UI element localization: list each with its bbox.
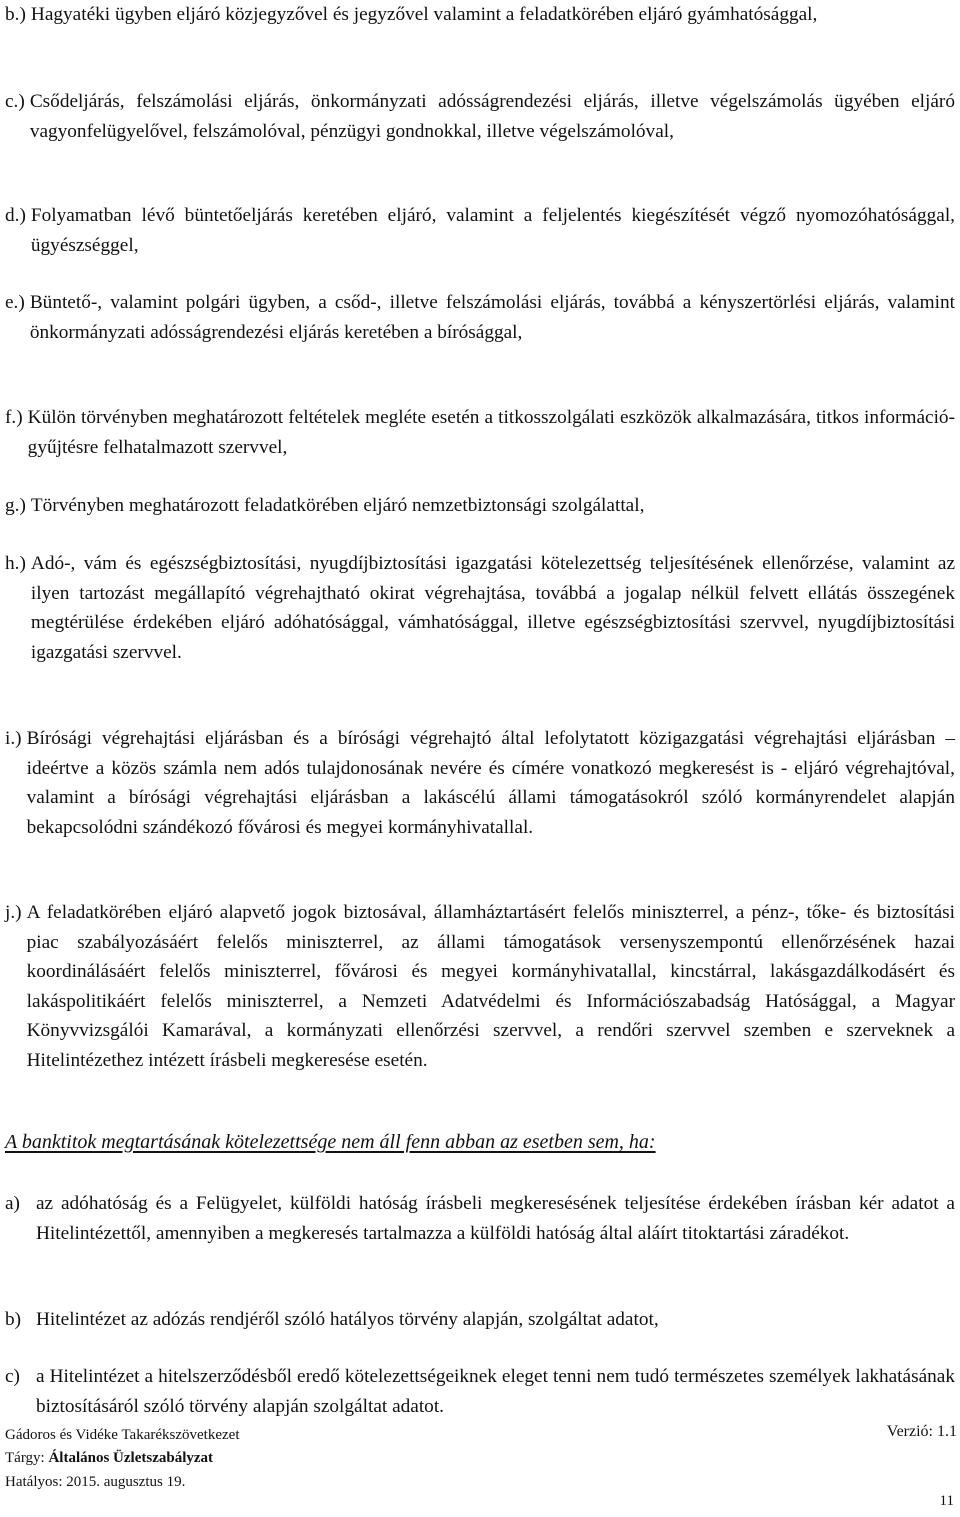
footer-effective-date: Hatályos: 2015. augusztus 19. [5, 1474, 186, 1490]
list-marker: i.) [5, 728, 22, 749]
list-item-text: Büntető-, valamint polgári ügyben, a csőd-, illetve felszámolási eljárás, továbbá a kényszertörlési eljárás, valamint önkormányzati adósságrendezési eljárás keretében a bírósággal, [29, 292, 955, 343]
section-heading: A banktitok megtartásának kötelezettsége nem áll fenn abban az esetben sem, ha: [5, 1131, 656, 1153]
list-item-text: Hitelintézet az adózás rendjéről szóló hatályos törvény alapján, szolgáltat adatot, [36, 1309, 659, 1330]
list-item-text: Adó-, vám és egészségbiztosítási, nyugdíjbiztosítási igazgatási kötelezettség teljesítésének ellenőrzése, valamint az ilyen tartozást megállapító végrehajtható okirat végrehajtása, továbbá a jogalap nélkül felvett ellátás összegének megtérülése érdekében eljáró adóhatósággal, vámhatósággal, illetve egészségbiztosítási szervvel, nyugdíjbiztosítási igazgatási szervvel. [30, 553, 955, 663]
footer-subject [5, 1448, 213, 1469]
footer-subject-value: Általános Üzletszabályzat [48, 1450, 214, 1466]
list-item-h [5, 549, 955, 667]
list-marker: j.) [5, 902, 22, 923]
list-marker: g.) [5, 495, 26, 516]
list-item-g [5, 491, 955, 521]
footer-version: Verzió: 1.1 [886, 1423, 957, 1440]
list-item-text: A feladatkörében eljáró alapvető jogok biztosával, államháztartásért felelős miniszterrel, a pénz-, tőke- és biztosítási piac szabályozásáért felelős miniszterrel, az állami támogatások versenyszempontú ellenőrzésének hazai koordinálásáért felelős miniszterrel, fővárosi és megyei kormányhivatallal, kincstárral, lakásgazdálkodásért és lakáspolitikáért felelős miniszterrel, a Nemzeti Adatvédelmi és Információszabadság Hatósággal, a Magyar Könyvvizsgálói Kamarával, a kormányzati ellenőrzési szervvel, a rendőri szervvel szemben e szerveknek a Hitelintézethez intézett írásbeli megkeresése esetén. [26, 902, 955, 1071]
list-marker: h.) [5, 553, 26, 574]
list-item-d [5, 201, 955, 260]
list-item-text: Külön törvényben meghatározott feltételek megléte esetén a titkosszolgálati eszközök alkalmazására, titkos információ-gyűjtésre felhatalmazott szervvel, [27, 407, 955, 458]
list-marker: c.) [5, 91, 25, 112]
exception-item-b [5, 1305, 955, 1335]
list-marker: d.) [5, 205, 26, 226]
footer-subject-label: Tárgy: [5, 1450, 45, 1466]
list-item-text: Törvényben meghatározott feladatkörében eljáró nemzetbiztonsági szolgálattal, [30, 495, 645, 516]
list-marker: e.) [5, 292, 25, 313]
list-marker: f.) [5, 407, 23, 428]
list-marker: b) [5, 1309, 22, 1330]
list-item-text: az adóhatóság és a Felügyelet, külföldi hatóság írásbeli megkeresésének teljesítése érdekében írásban kér adatot a Hitelintézettől, amennyiben a megkeresés tartalmazza a külföldi hatóság által aláírt titoktartási záradékot. [36, 1193, 955, 1244]
list-item-text: Hagyatéki ügyben eljáró közjegyzővel és jegyzővel valamint a feladatkörében eljáró gyámhatósággal, [30, 4, 818, 25]
exception-item-c [5, 1362, 955, 1421]
list-item-text: a Hitelintézet a hitelszerződésből eredő kötelezettségeiknek eleget tenni nem tudó természetes személyek lakhatásának biztosításáról szóló törvény alapján szolgáltat adatot. [36, 1366, 955, 1417]
list-item-i [5, 724, 955, 842]
list-item-text: Csődeljárás, felszámolási eljárás, önkormányzati adósságrendezési eljárás, illetve végelszámolás ügyében eljáró vagyonfelügyelővel, felszámolóval, pénzügyi gondnokkal, illetve végelszámolóval, [29, 91, 955, 142]
exception-item-a [5, 1189, 955, 1248]
list-item-b [5, 0, 955, 30]
list-item-text: Bírósági végrehajtási eljárásban és a bírósági végrehajtó által lefolytatott közigazgatási végrehajtási eljárásban – ideértve a közös számla nem adós tulajdonosának nevére és címére vonatkozó megkeresést is - eljáró végrehajtóval, valamint a bírósági végrehajtási eljárásban a lakáscélú állami támogatásokról szóló kormányrendelet alapján bekapcsolódni szándékozó fővárosi és megyei kormányhivatallal. [26, 728, 955, 838]
list-item-text: Folyamatban lévő büntetőeljárás keretében eljáró, valamint a feljelentés kiegészítését végző nyomozóhatósággal, ügyészséggel, [30, 205, 955, 256]
list-marker: a) [5, 1193, 20, 1214]
list-marker: c) [5, 1366, 20, 1387]
list-item-j [5, 898, 955, 1075]
list-marker: b.) [5, 4, 26, 25]
list-item-c [5, 87, 955, 146]
footer-organization: Gádoros és Vidéke Takarékszövetkezet [5, 1427, 240, 1443]
list-item-e [5, 288, 955, 347]
page-number: 11 [939, 1493, 954, 1509]
list-item-f [5, 403, 955, 462]
